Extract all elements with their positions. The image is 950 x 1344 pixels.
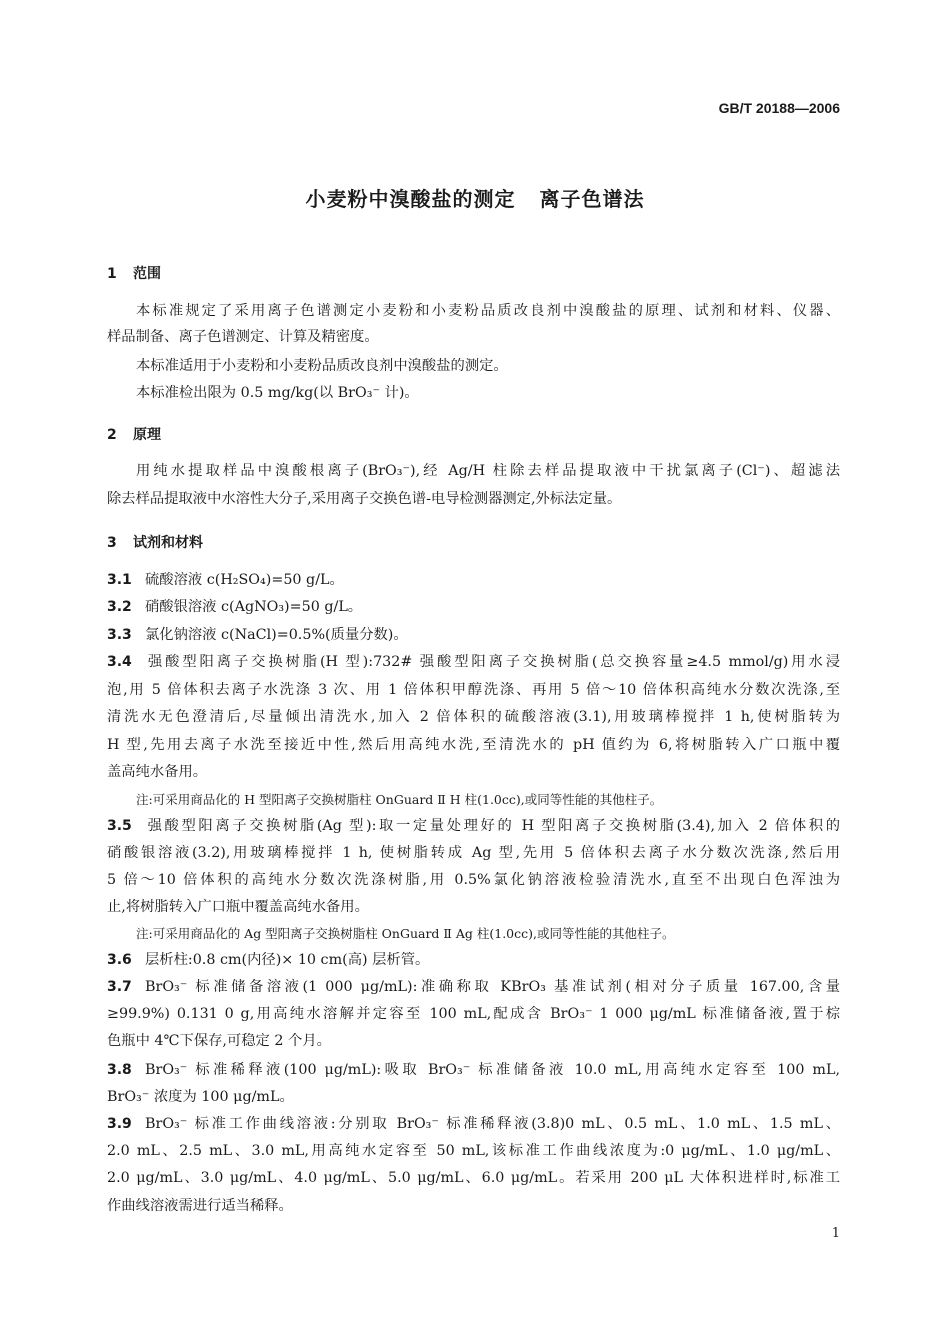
section-2-heading [107, 424, 161, 444]
paragraph-line: 泡,用 5 倍体积去离子水洗涤 3 次、用 1 倍体积甲醇洗涤、再用 5 倍～10 倍体积高纯水分数次洗涤,至 [107, 682, 840, 698]
paragraph-line: 除去样品提取液中水溶性大分子,采用离子交换色谱-电导检测器测定,外标法定量。 [107, 491, 622, 507]
document-title [0, 183, 950, 212]
clause-3-9 [107, 1111, 840, 1137]
paragraph-line: 作曲线溶液需进行适当稀释。 [107, 1198, 293, 1214]
paragraph-line: 硝酸银溶液(3.2),用玻璃棒搅拌 1 h, 使树脂转成 Ag 型,先用 5 倍体积去离子水分数次洗涤,然后用 [107, 845, 840, 861]
note: 注:可采用商品化的 H 型阳离子交换树脂柱 OnGuard Ⅱ H 柱(1.0cc),或同等性能的其他柱子。 [136, 792, 663, 807]
clause-text: 硫酸溶液 c(H₂SO₄)=50 g/L。 [145, 572, 344, 588]
title-sub: 离子色谱法 [539, 187, 645, 211]
clause-text: BrO₃⁻ 标准储备溶液(1 000 μg/mL):准确称取 KBrO₃ 基准试剂(相对分子质量 167.00,含量 [145, 979, 840, 995]
clause-3-5 [107, 813, 840, 839]
page-number: 1 [831, 1226, 840, 1241]
section-number: 2 [107, 427, 117, 443]
clause-text: 强酸型阳离子交换树脂(Ag 型):取一定量处理好的 H 型阳离子交换树脂(3.4),加入 2 倍体积的 [145, 818, 840, 834]
paragraph-line: 2.0 μg/mL、3.0 μg/mL、4.0 μg/mL、5.0 μg/mL、6.0 μg/mL。若采用 200 μL 大体积进样时,标准工 [107, 1170, 840, 1186]
section-number: 1 [107, 266, 117, 282]
section-title: 试剂和材料 [133, 535, 203, 551]
paragraph-line: 止,将树脂转入广口瓶中覆盖高纯水备用。 [107, 899, 369, 915]
paragraph-line: 用纯水提取样品中溴酸根离子(BrO₃⁻),经 Ag/H 柱除去样品提取液中干扰氯离子(Cl⁻)、超滤法 [136, 463, 840, 479]
paragraph-line: 样品制备、离子色谱测定、计算及精密度。 [107, 329, 379, 345]
section-number: 3 [107, 535, 117, 551]
clause-number: 3.4 [107, 654, 132, 670]
clause-3-3 [107, 622, 840, 648]
paragraph-line: 盖高纯水备用。 [107, 764, 208, 780]
clause-text: 强酸型阳离子交换树脂(H 型):732# 强酸型阳离子交换树脂(总交换容量≥4.5 mmol/g)用水浸 [145, 654, 840, 670]
paragraph-line: H 型,先用去离子水洗至接近中性,然后用高纯水洗,至清洗水的 pH 值约为 6,将树脂转入广口瓶中覆 [107, 737, 840, 753]
clause-text: 硝酸银溶液 c(AgNO₃)=50 g/L。 [145, 599, 363, 615]
paragraph-line: 本标准规定了采用离子色谱测定小麦粉和小麦粉品质改良剂中溴酸盐的原理、试剂和材料、仪器、 [136, 303, 840, 319]
clause-3-8 [107, 1057, 840, 1083]
section-3-heading [107, 532, 203, 552]
clause-text: BrO₃⁻ 标准工作曲线溶液:分别取 BrO₃⁻ 标准稀释液(3.8)0 mL、0.5 mL、1.0 mL、1.5 mL、 [145, 1116, 840, 1132]
paragraph-line: 本标准检出限为 0.5 mg/kg(以 BrO₃⁻ 计)。 [136, 385, 419, 401]
section-1-heading [107, 263, 161, 283]
clause-3-7 [107, 974, 840, 1000]
clause-number: 3.9 [107, 1116, 132, 1132]
paragraph-line: 本标准适用于小麦粉和小麦粉品质改良剂中溴酸盐的测定。 [136, 358, 508, 374]
clause-number: 3.5 [107, 818, 132, 834]
paragraph-line: BrO₃⁻ 浓度为 100 μg/mL。 [107, 1089, 294, 1105]
clause-3-1 [107, 567, 840, 593]
clause-number: 3.1 [107, 572, 132, 588]
clause-text: 氯化钠溶液 c(NaCl)=0.5%(质量分数)。 [145, 627, 408, 643]
clause-number: 3.3 [107, 627, 132, 643]
clause-number: 3.7 [107, 979, 132, 995]
clause-3-4 [107, 649, 840, 675]
paragraph-line: 5 倍～10 倍体积的高纯水分数次洗涤树脂,用 0.5%氯化钠溶液检验清洗水,直至不出现白色浑浊为 [107, 872, 840, 888]
paragraph-line: 色瓶中 4℃下保存,可稳定 2 个月。 [107, 1033, 331, 1049]
clause-text: BrO₃⁻ 标准稀释液(100 μg/mL):吸取 BrO₃⁻ 标准储备液 10.0 mL,用高纯水定容至 100 mL, [145, 1062, 840, 1078]
clause-number: 3.8 [107, 1062, 132, 1078]
paragraph-line: 2.0 mL、2.5 mL、3.0 mL,用高纯水定容至 50 mL,该标准工作曲线浓度为:0 μg/mL、1.0 μg/mL、 [107, 1143, 840, 1159]
paragraph-line: 清洗水无色澄清后,尽量倾出清洗水,加入 2 倍体积的硫酸溶液(3.1),用玻璃棒搅拌 1 h,使树脂转为 [107, 709, 840, 725]
clause-3-2 [107, 594, 840, 620]
note: 注:可采用商品化的 Ag 型阳离子交换树脂柱 OnGuard Ⅱ Ag 柱(1.0cc),或同等性能的其他柱子。 [136, 926, 675, 941]
section-title: 原理 [133, 427, 161, 443]
title-main: 小麦粉中溴酸盐的测定 [305, 187, 516, 211]
clause-number: 3.6 [107, 952, 132, 968]
paragraph-line: ≥99.9%) 0.131 0 g,用高纯水溶解并定容至 100 mL,配成含 BrO₃⁻ 1 000 μg/mL 标准储备液,置于棕 [107, 1006, 840, 1022]
clause-number: 3.2 [107, 599, 132, 615]
clause-text: 层析柱:0.8 cm(内径)× 10 cm(高) 层析管。 [145, 952, 430, 968]
standard-number: GB/T 20188—2006 [718, 100, 840, 116]
section-title: 范围 [133, 266, 161, 282]
clause-3-6 [107, 947, 840, 973]
